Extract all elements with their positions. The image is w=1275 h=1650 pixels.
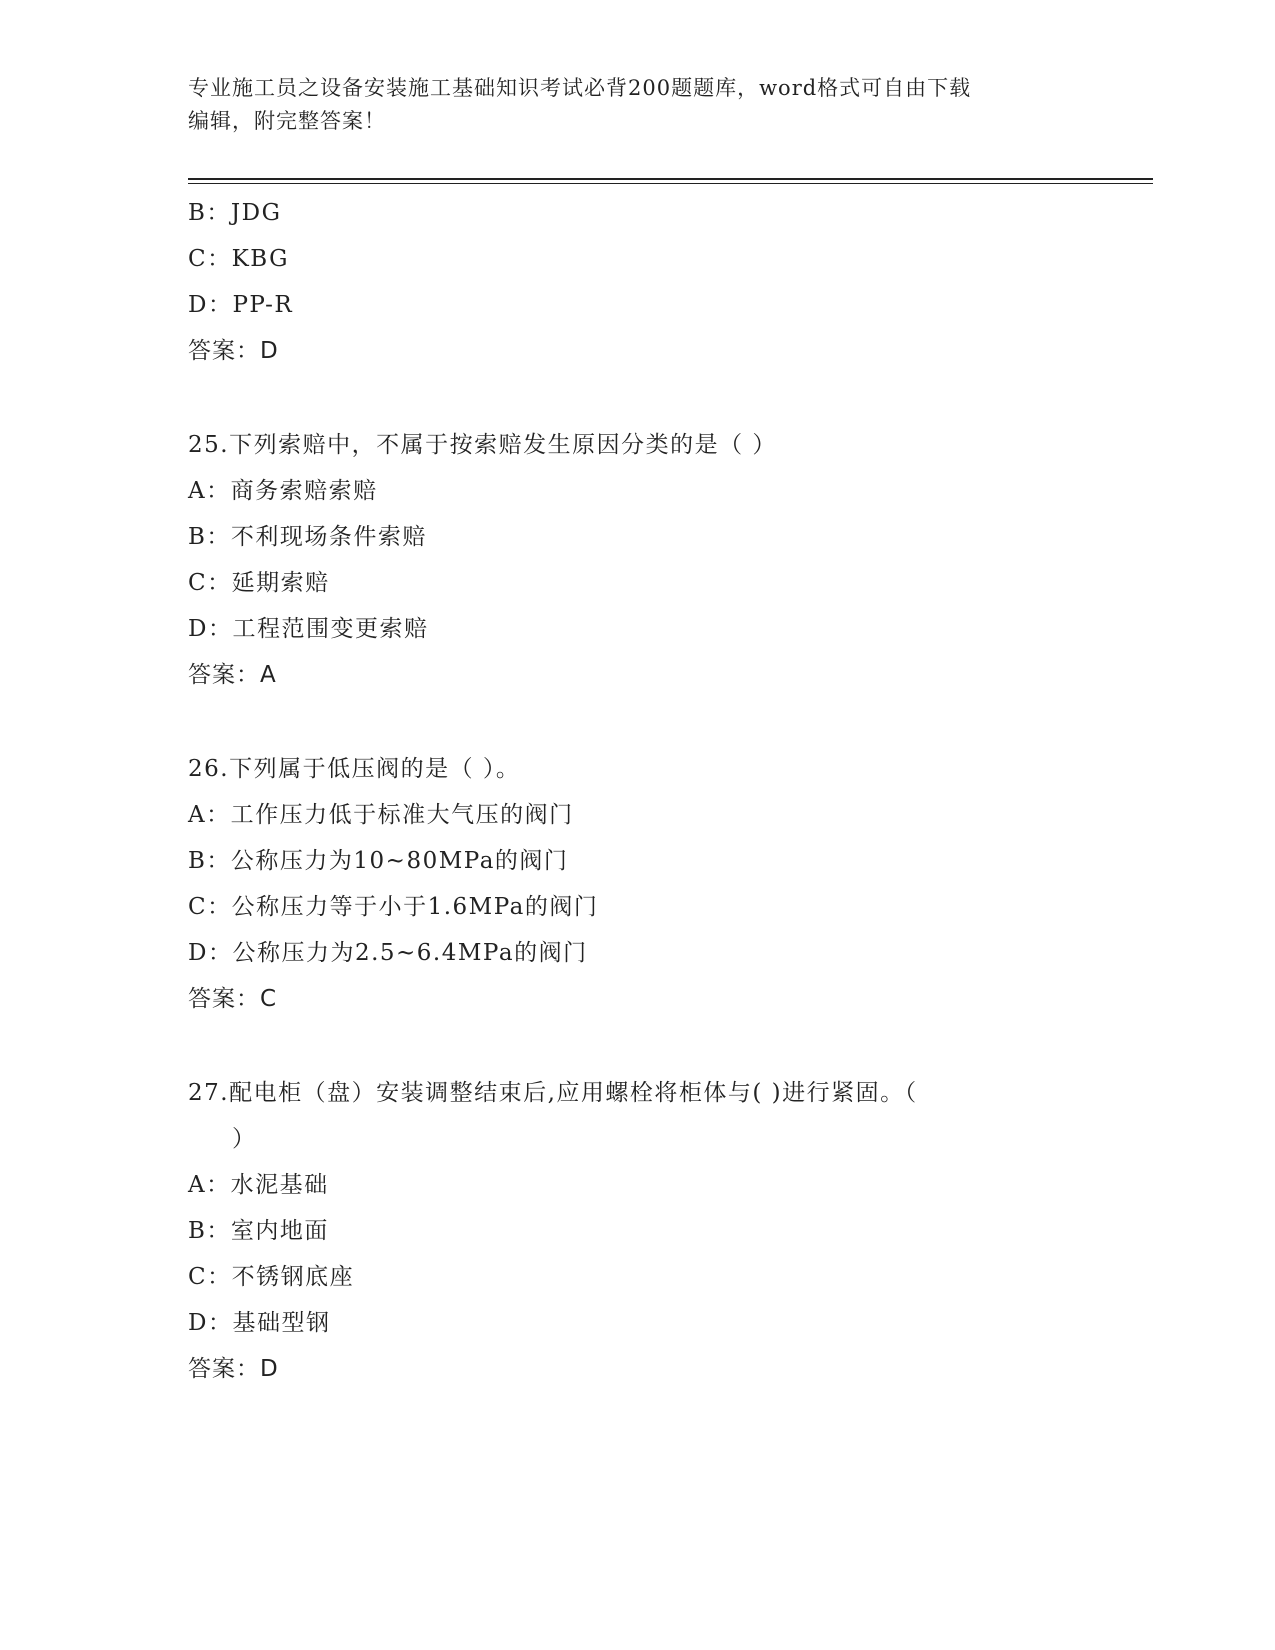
document-body	[188, 190, 1148, 1392]
question-text: 26.下列属于低压阀的是（ ）。	[188, 756, 521, 782]
answer: 答案：D	[188, 338, 279, 364]
question-block-24	[188, 190, 1148, 374]
header-divider-thin	[188, 183, 1153, 184]
option-d: D：基础型钢	[188, 1310, 331, 1336]
question-block-27	[188, 1070, 1148, 1392]
option-a: A：工作压力低于标准大气压的阀门	[188, 802, 574, 828]
option-c: C：KBG	[188, 246, 289, 272]
answer: 答案：C	[188, 986, 278, 1012]
question-block-25	[188, 422, 1148, 698]
option-c: C：延期索赔	[188, 570, 330, 596]
header-title-line1: 专业施工员之设备安装施工基础知识考试必背200题题库，word格式可自由下载	[188, 76, 972, 100]
option-c: C：公称压力等于小于1.6MPa的阀门	[188, 894, 599, 920]
option-b: B：JDG	[188, 200, 282, 226]
question-text-line2: ）	[232, 1126, 257, 1152]
answer: 答案：D	[188, 1356, 279, 1382]
option-d: D：公称压力为2.5~6.4MPa的阀门	[188, 940, 588, 966]
question-text: 25.下列索赔中，不属于按索赔发生原因分类的是（ ）	[188, 432, 777, 458]
option-b: B：公称压力为10~80MPa的阀门	[188, 848, 569, 874]
header-divider-thick	[188, 178, 1153, 180]
header-title-line2: 编辑，附完整答案！	[188, 109, 386, 133]
option-b: B：不利现场条件索赔	[188, 524, 427, 550]
question-block-26	[188, 746, 1148, 1022]
option-b: B：室内地面	[188, 1218, 329, 1244]
question-text-line1: 27.配电柜（盘）安装调整结束后,应用螺栓将柜体与( )进行紧固。（	[188, 1080, 918, 1106]
option-c: C：不锈钢底座	[188, 1264, 355, 1290]
option-a: A：水泥基础	[188, 1172, 329, 1198]
document-header	[188, 72, 1088, 138]
option-d: D：工程范围变更索赔	[188, 616, 429, 642]
option-d: D：PP-R	[188, 292, 294, 318]
answer: 答案：A	[188, 662, 277, 688]
option-a: A：商务索赔索赔	[188, 478, 378, 504]
